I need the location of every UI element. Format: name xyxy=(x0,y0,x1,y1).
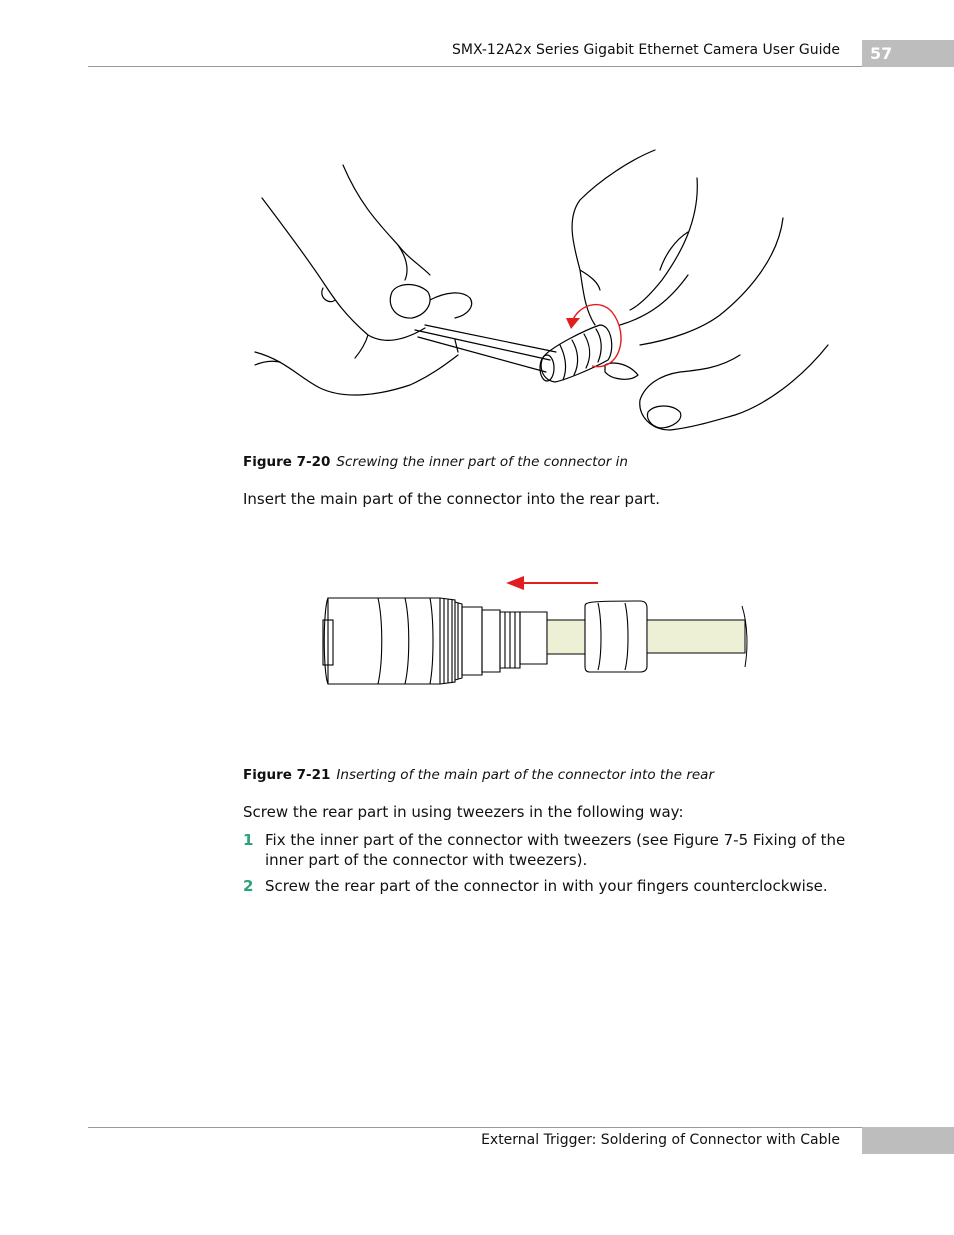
list-item xyxy=(243,830,863,870)
running-header-title: SMX-12A2x Series Gigabit Ethernet Camera User Guide xyxy=(452,42,840,58)
figure-label: Figure 7-21 xyxy=(243,767,331,783)
figure-7-21-illustration xyxy=(320,575,750,690)
running-footer-section: External Trigger: Soldering of Connector with Cable xyxy=(481,1132,840,1148)
list-item-number: 1 xyxy=(243,831,254,849)
figure-caption-text: Screwing the inner part of the connector in xyxy=(336,454,628,470)
header-divider xyxy=(88,66,954,67)
tweezers xyxy=(415,325,556,372)
insert-arrow-head xyxy=(506,576,524,590)
main-connector-body xyxy=(328,598,440,684)
connector-threads xyxy=(440,598,462,684)
figure-7-20-caption xyxy=(243,454,628,470)
figure-7-21-caption xyxy=(243,767,714,783)
cable xyxy=(647,620,745,653)
right-lower-hand xyxy=(640,345,828,430)
right-index-finger xyxy=(572,150,655,325)
wire-segment xyxy=(547,620,585,654)
list-item-text: Screw the rear part of the connector in with your fingers counterclockwise. xyxy=(265,877,828,895)
page-number: 57 xyxy=(862,40,954,67)
left-lower-hand xyxy=(255,352,458,395)
footer-divider xyxy=(88,1127,954,1128)
rear-connector-part xyxy=(585,601,647,672)
list-item-number: 2 xyxy=(243,877,254,895)
list-item-text: Fix the inner part of the connector with tweezers (see Figure 7-5 Fixing of the inner part of the connector with tweezers). xyxy=(265,831,846,869)
figure-caption-text: Inserting of the main part of the connector into the rear xyxy=(336,767,714,783)
right-thumbnail xyxy=(605,363,638,379)
figure-label: Figure 7-20 xyxy=(243,454,331,470)
screw-instruction: Screw the rear part in using tweezers in the following way: xyxy=(243,803,684,821)
list-item xyxy=(243,876,863,896)
figure-7-20-illustration xyxy=(250,145,840,440)
rotation-arrow-head xyxy=(566,318,580,329)
left-thumbnail xyxy=(390,285,430,319)
insert-instruction: Insert the main part of the connector into the rear part. xyxy=(243,490,661,508)
rotation-arrow xyxy=(572,305,621,367)
left-index-finger xyxy=(343,165,430,275)
left-thumb-outline xyxy=(262,198,425,340)
footer-tab xyxy=(862,1127,954,1154)
